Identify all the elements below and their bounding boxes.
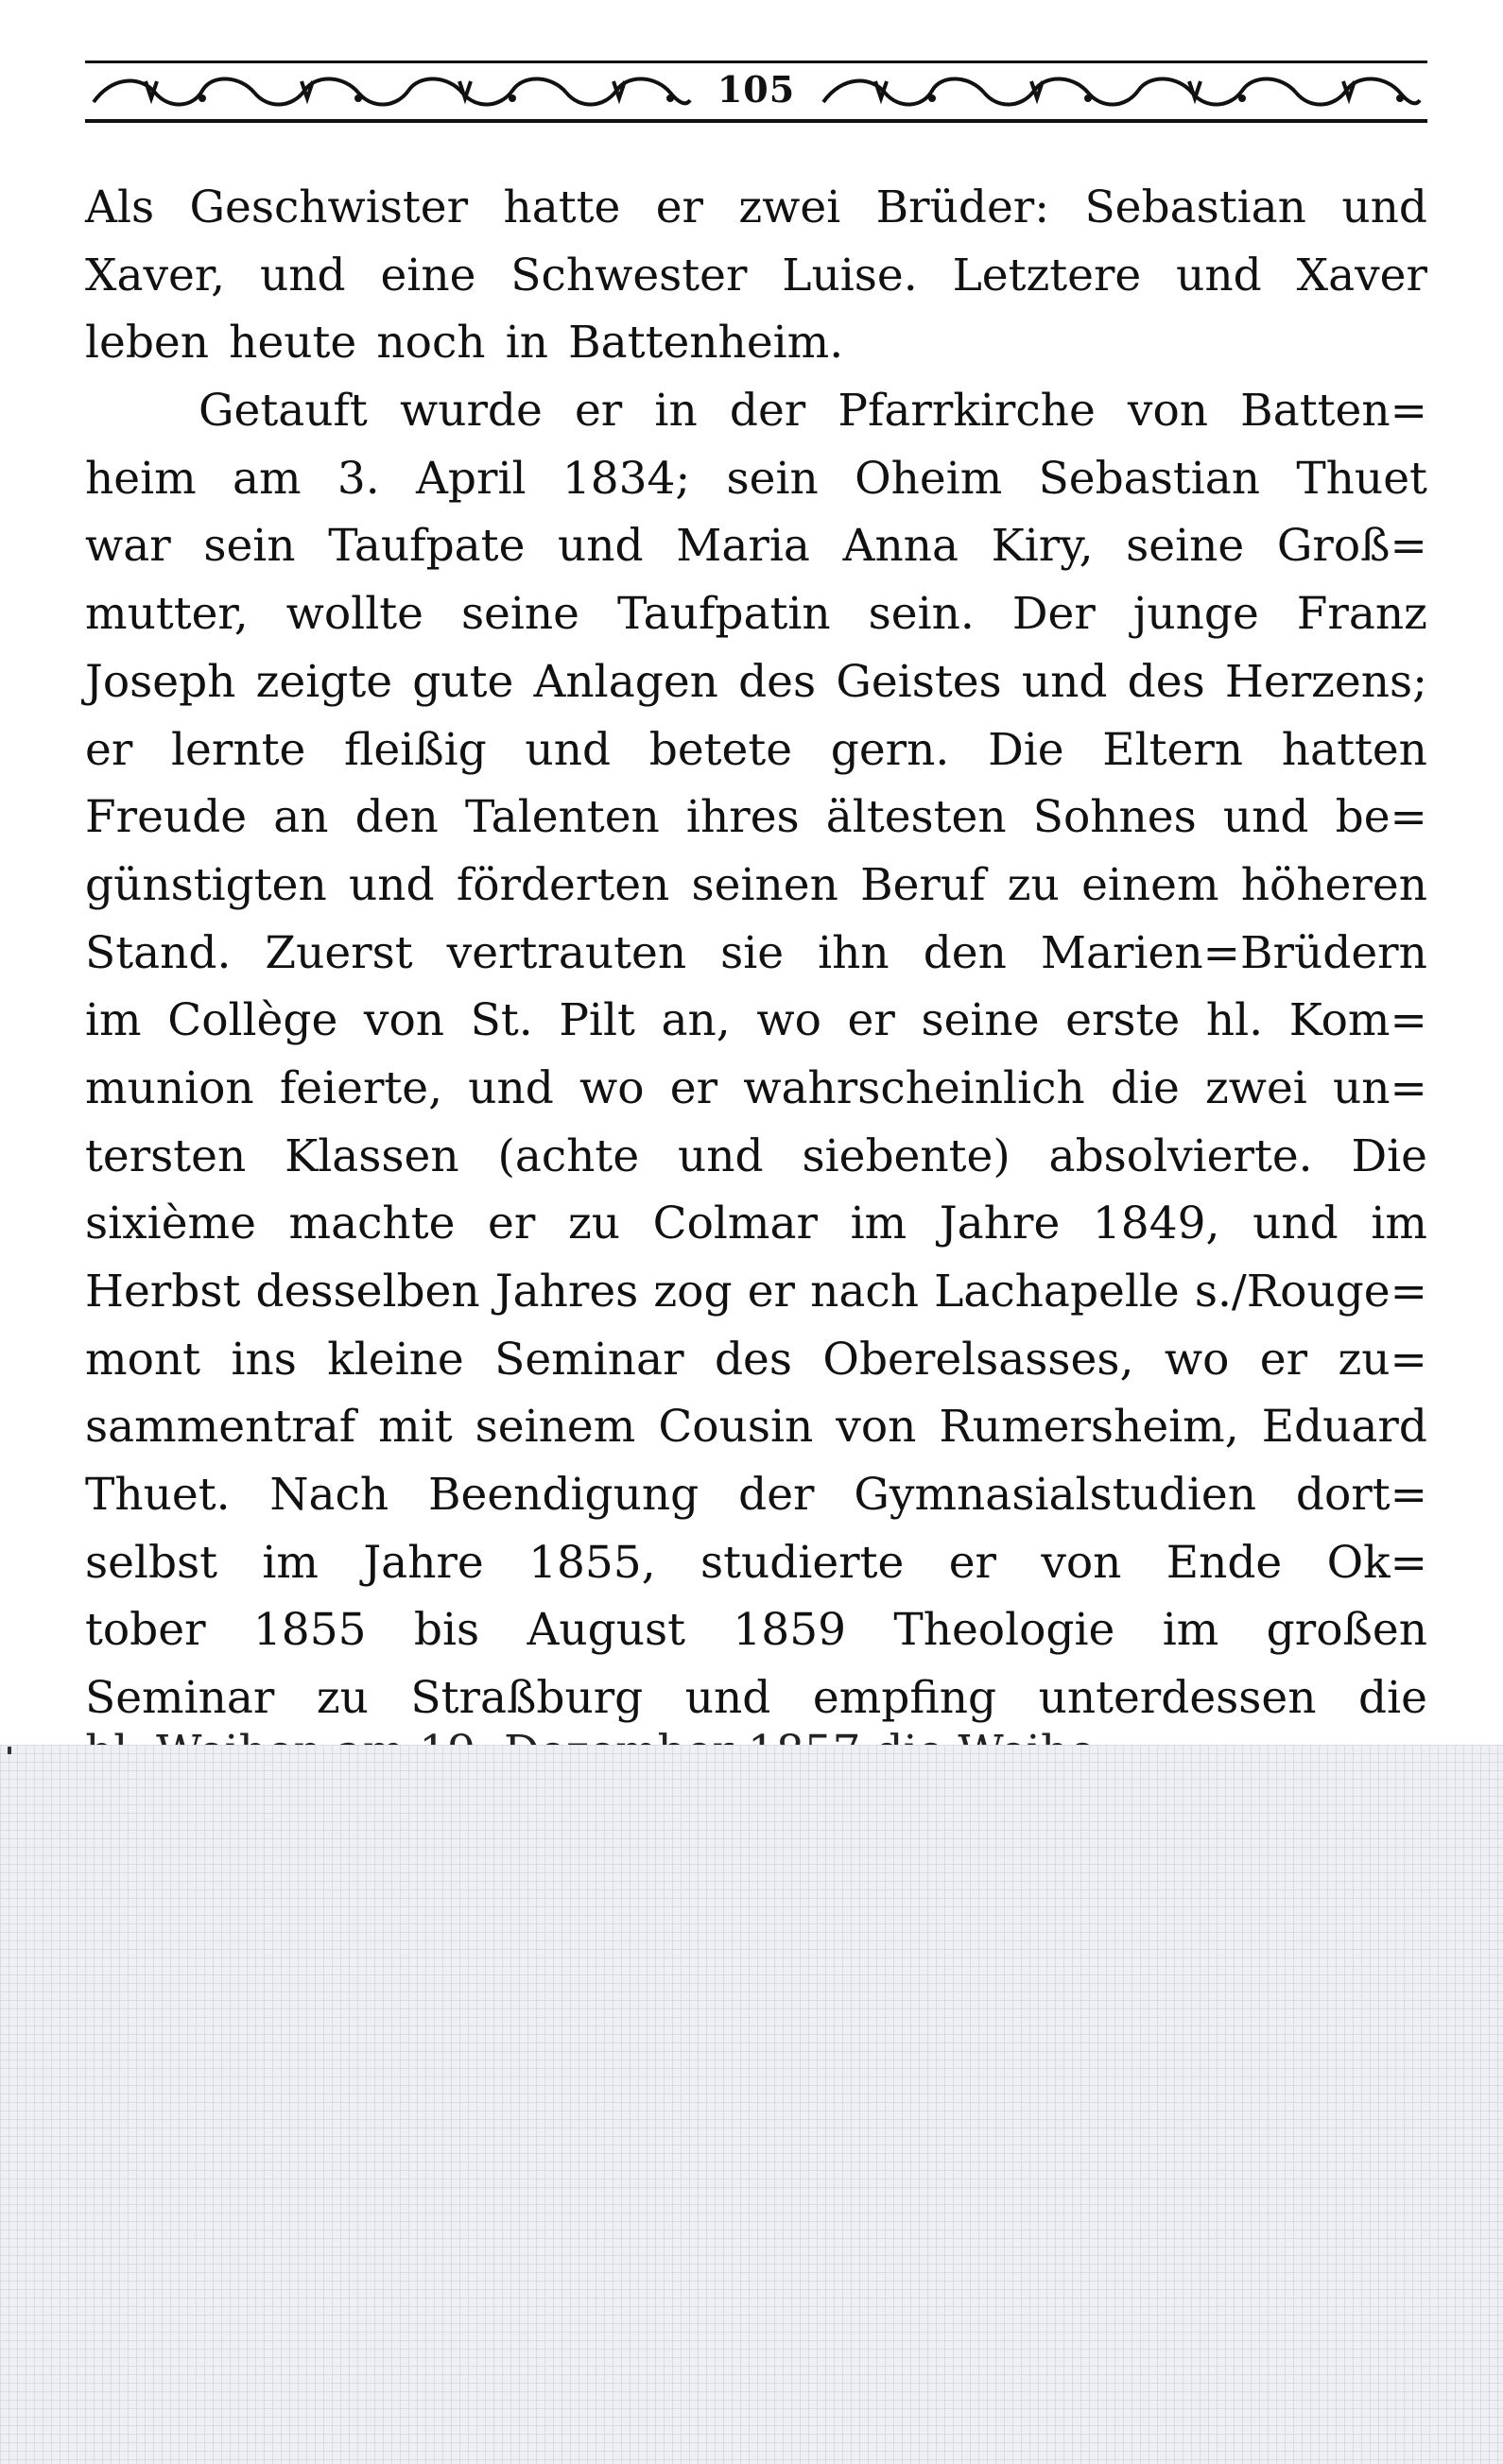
word: vertrauten xyxy=(446,926,687,979)
word: Sebastian xyxy=(1084,181,1306,233)
word: ältesten xyxy=(825,791,1007,844)
word: feierte, xyxy=(279,1061,443,1114)
word: hatte xyxy=(503,181,621,233)
word: Als xyxy=(85,181,155,233)
word: er xyxy=(655,181,704,233)
word: sammentraf xyxy=(85,1401,356,1454)
word: wo xyxy=(756,994,821,1047)
word: und xyxy=(348,858,435,911)
word: wo xyxy=(579,1061,645,1114)
word: im xyxy=(1162,1604,1219,1657)
word: Freude xyxy=(85,791,248,844)
word: und xyxy=(1222,791,1309,844)
text-line xyxy=(85,512,1427,580)
word: April xyxy=(415,452,527,505)
word: ihn xyxy=(818,926,890,979)
word: 1859 xyxy=(733,1604,847,1657)
text-line xyxy=(85,580,1427,648)
word: Seminar xyxy=(85,1672,275,1725)
word: am xyxy=(232,452,302,505)
word: Oberelsasses, xyxy=(822,1333,1134,1386)
word: Batten= xyxy=(1240,385,1427,438)
word: der xyxy=(738,1469,815,1522)
word: Jahre xyxy=(939,1198,1061,1250)
word: (achte xyxy=(497,1129,640,1182)
word: zeigte xyxy=(255,655,393,708)
word: 1849, xyxy=(1092,1198,1220,1250)
word: die xyxy=(1357,1672,1427,1725)
word: Straßburg xyxy=(410,1672,644,1725)
word: die xyxy=(1110,1061,1180,1114)
word: er xyxy=(574,385,623,438)
word: und xyxy=(684,1672,771,1725)
word: großen xyxy=(1266,1604,1427,1657)
text-line xyxy=(85,309,1427,377)
word: gern. xyxy=(830,723,950,776)
word: förderten xyxy=(456,858,670,911)
word: Herzens; xyxy=(1224,655,1427,708)
word: Getauft xyxy=(199,385,368,438)
word: gute xyxy=(412,655,514,708)
word: Lachapelle xyxy=(934,1266,1180,1318)
word: und xyxy=(525,723,612,776)
word: betete xyxy=(648,723,793,776)
word: Beruf xyxy=(860,858,986,911)
word: mont xyxy=(85,1333,201,1386)
word: munion xyxy=(85,1061,254,1114)
text-line xyxy=(85,920,1427,988)
word: empfing xyxy=(812,1672,997,1725)
word: Klassen xyxy=(285,1129,459,1182)
word: er xyxy=(669,1061,718,1114)
text-line xyxy=(85,1664,1427,1732)
word: eine xyxy=(380,249,476,302)
word: 1855, xyxy=(528,1536,656,1589)
word: günstigten xyxy=(85,858,327,911)
word: Anna xyxy=(842,520,959,573)
word: Maria xyxy=(676,520,810,573)
word: kleine xyxy=(327,1333,464,1386)
vine-ornament-icon xyxy=(819,70,1424,113)
word: an xyxy=(273,791,329,844)
word: zu= xyxy=(1338,1333,1427,1386)
text-line xyxy=(85,1529,1427,1597)
word: des xyxy=(1127,655,1205,708)
word: er xyxy=(847,994,895,1047)
header-top-rule xyxy=(85,60,1427,63)
word: Beendigung xyxy=(428,1469,700,1522)
word: Die xyxy=(1351,1129,1427,1182)
word: s./Rouge= xyxy=(1194,1266,1427,1318)
word: Joseph xyxy=(85,655,236,708)
word: mutter, xyxy=(85,588,249,641)
word: Nach xyxy=(269,1469,389,1522)
word: Schwester xyxy=(510,249,748,302)
text-line xyxy=(85,648,1427,716)
text-line xyxy=(85,1055,1427,1123)
word: August xyxy=(527,1604,686,1657)
word: un= xyxy=(1333,1061,1427,1114)
word: der xyxy=(729,385,806,438)
word: 1855 xyxy=(252,1604,367,1657)
word: zwei xyxy=(738,181,841,233)
word: seinen xyxy=(691,858,838,911)
word: Jahres xyxy=(494,1266,639,1318)
word: Zuerst xyxy=(265,926,413,979)
word: wo xyxy=(1164,1333,1230,1386)
word: und xyxy=(1252,1198,1339,1250)
vine-ornament-icon xyxy=(89,70,694,113)
word: zu xyxy=(316,1672,369,1725)
word: Talenten xyxy=(464,791,660,844)
word: noch xyxy=(376,317,486,370)
word: junge xyxy=(1132,588,1259,641)
word: in xyxy=(505,317,548,370)
word: dort= xyxy=(1295,1469,1427,1522)
word: erste xyxy=(1065,994,1181,1047)
word: Seminar xyxy=(494,1333,684,1386)
word: bis xyxy=(413,1604,480,1657)
text-line xyxy=(85,174,1427,242)
text-line xyxy=(85,242,1427,310)
word: Sebastian xyxy=(1038,452,1261,505)
word: Stand. xyxy=(85,926,232,979)
word: des xyxy=(738,655,817,708)
word: im xyxy=(262,1536,319,1589)
word: nach xyxy=(810,1266,919,1318)
word: Der xyxy=(1011,588,1096,641)
word: und xyxy=(468,1061,554,1114)
word: Kiry, xyxy=(991,520,1094,573)
word: Brüder: xyxy=(875,181,1050,233)
word: wollte xyxy=(285,588,423,641)
word: Geschwister xyxy=(189,181,469,233)
word: heute xyxy=(229,317,357,370)
text-line xyxy=(85,1461,1427,1529)
word: von xyxy=(363,994,445,1047)
word: er xyxy=(948,1536,996,1589)
body-text xyxy=(85,174,1427,1732)
word: Colmar xyxy=(652,1198,818,1250)
word: er xyxy=(488,1198,536,1250)
word: Collège xyxy=(167,994,338,1047)
word: Ende xyxy=(1166,1536,1283,1589)
word: Groß= xyxy=(1276,520,1427,573)
word: höheren xyxy=(1240,858,1427,911)
word: Gymnasialstudien xyxy=(854,1469,1257,1522)
word: und xyxy=(678,1129,764,1182)
word: wahrscheinlich xyxy=(743,1061,1085,1114)
blank-masked-area xyxy=(0,1745,1503,2464)
word: Geistes xyxy=(836,655,1002,708)
text-line xyxy=(85,784,1427,852)
word: Die xyxy=(988,723,1064,776)
text-line xyxy=(85,1326,1427,1394)
word: er xyxy=(85,723,133,776)
word: leben xyxy=(85,317,210,370)
word: Taufpate xyxy=(328,520,526,573)
word: im xyxy=(850,1198,907,1250)
word: hatten xyxy=(1281,723,1427,776)
word: siebente) xyxy=(802,1129,1011,1182)
word: 3. xyxy=(337,452,380,505)
word: war xyxy=(85,520,171,573)
text-line xyxy=(85,377,1427,445)
text-line xyxy=(85,1596,1427,1664)
word: den xyxy=(923,926,1007,979)
word: Letztere xyxy=(952,249,1142,302)
word: und xyxy=(259,249,346,302)
word: seinem xyxy=(475,1401,636,1454)
word: Pfarrkirche xyxy=(838,385,1096,438)
word: ins xyxy=(231,1333,297,1386)
word: tersten xyxy=(85,1129,247,1182)
word: Franz xyxy=(1296,588,1427,641)
word: Ok= xyxy=(1326,1536,1427,1589)
word: den xyxy=(354,791,439,844)
word: und xyxy=(558,520,644,573)
word: Xaver xyxy=(1296,249,1427,302)
text-line xyxy=(85,987,1427,1055)
word: St. xyxy=(470,994,533,1047)
word: selbst xyxy=(85,1536,218,1589)
word: Sohnes xyxy=(1032,791,1197,844)
word: er xyxy=(1259,1333,1308,1386)
word: er xyxy=(747,1266,795,1318)
text-line xyxy=(85,1258,1427,1326)
word: im xyxy=(1371,1198,1427,1250)
word: seine xyxy=(1126,520,1245,573)
word: Eltern xyxy=(1102,723,1244,776)
word: absolvierte. xyxy=(1048,1129,1313,1182)
text-line xyxy=(85,1190,1427,1258)
word: sixième xyxy=(85,1198,256,1250)
header-bottom-rule xyxy=(85,119,1427,123)
word: Taufpatin xyxy=(616,588,831,641)
text-line xyxy=(85,1393,1427,1461)
text-line xyxy=(85,852,1427,920)
word: seine xyxy=(921,994,1040,1047)
word: und xyxy=(1176,249,1262,302)
word: zwei xyxy=(1204,1061,1307,1114)
word: hl. xyxy=(1205,994,1264,1047)
word: im xyxy=(85,994,142,1047)
word: von xyxy=(1041,1536,1122,1589)
word: Herbst xyxy=(85,1266,241,1318)
word: unterdessen xyxy=(1038,1672,1317,1725)
word: Luise. xyxy=(782,249,918,302)
word: und xyxy=(1341,181,1427,233)
word: Marien=Brüdern xyxy=(1040,926,1427,979)
word: an, xyxy=(661,994,731,1047)
word: fleißig xyxy=(344,723,487,776)
word: wurde xyxy=(399,385,543,438)
word: 1834; xyxy=(561,452,691,505)
word: studierte xyxy=(700,1536,905,1589)
word: ihres xyxy=(685,791,800,844)
word: Thuet xyxy=(1296,452,1427,505)
page-header xyxy=(85,60,1427,123)
word: Pilt xyxy=(559,994,635,1047)
word: tober xyxy=(85,1604,206,1657)
word: sein xyxy=(203,520,296,573)
word: sein. xyxy=(868,588,975,641)
word: Anlagen xyxy=(533,655,718,708)
word: mit xyxy=(378,1401,453,1454)
text-line xyxy=(85,445,1427,513)
word: sie xyxy=(720,926,785,979)
word: Cousin xyxy=(658,1401,814,1454)
word: in xyxy=(654,385,698,438)
scan-speck xyxy=(8,1747,11,1754)
word: zu xyxy=(1007,858,1060,911)
word: Thuet. xyxy=(85,1469,231,1522)
word: und xyxy=(1021,655,1108,708)
word: Eduard xyxy=(1261,1401,1427,1454)
word: be= xyxy=(1335,791,1427,844)
word: lernte xyxy=(171,723,306,776)
word: sein xyxy=(726,452,819,505)
text-line xyxy=(85,716,1427,784)
word: desselben xyxy=(255,1266,480,1318)
word: Battenheim. xyxy=(568,317,844,370)
word: heim xyxy=(85,452,197,505)
word: Oheim xyxy=(855,452,1003,505)
word: Theologie xyxy=(893,1604,1115,1657)
word: Jahre xyxy=(363,1536,484,1589)
word: zog xyxy=(653,1266,733,1318)
word: des xyxy=(714,1333,792,1386)
text-line xyxy=(85,1123,1427,1191)
word: Xaver, xyxy=(85,249,226,302)
word: von xyxy=(1127,385,1209,438)
word: seine xyxy=(460,588,579,641)
word: einem xyxy=(1081,858,1219,911)
word: Kom= xyxy=(1288,994,1427,1047)
word: machte xyxy=(288,1198,456,1250)
word: Rumersheim, xyxy=(939,1401,1239,1454)
page-number: 105 xyxy=(704,66,808,113)
word: von xyxy=(836,1401,917,1454)
word: zu xyxy=(567,1198,620,1250)
